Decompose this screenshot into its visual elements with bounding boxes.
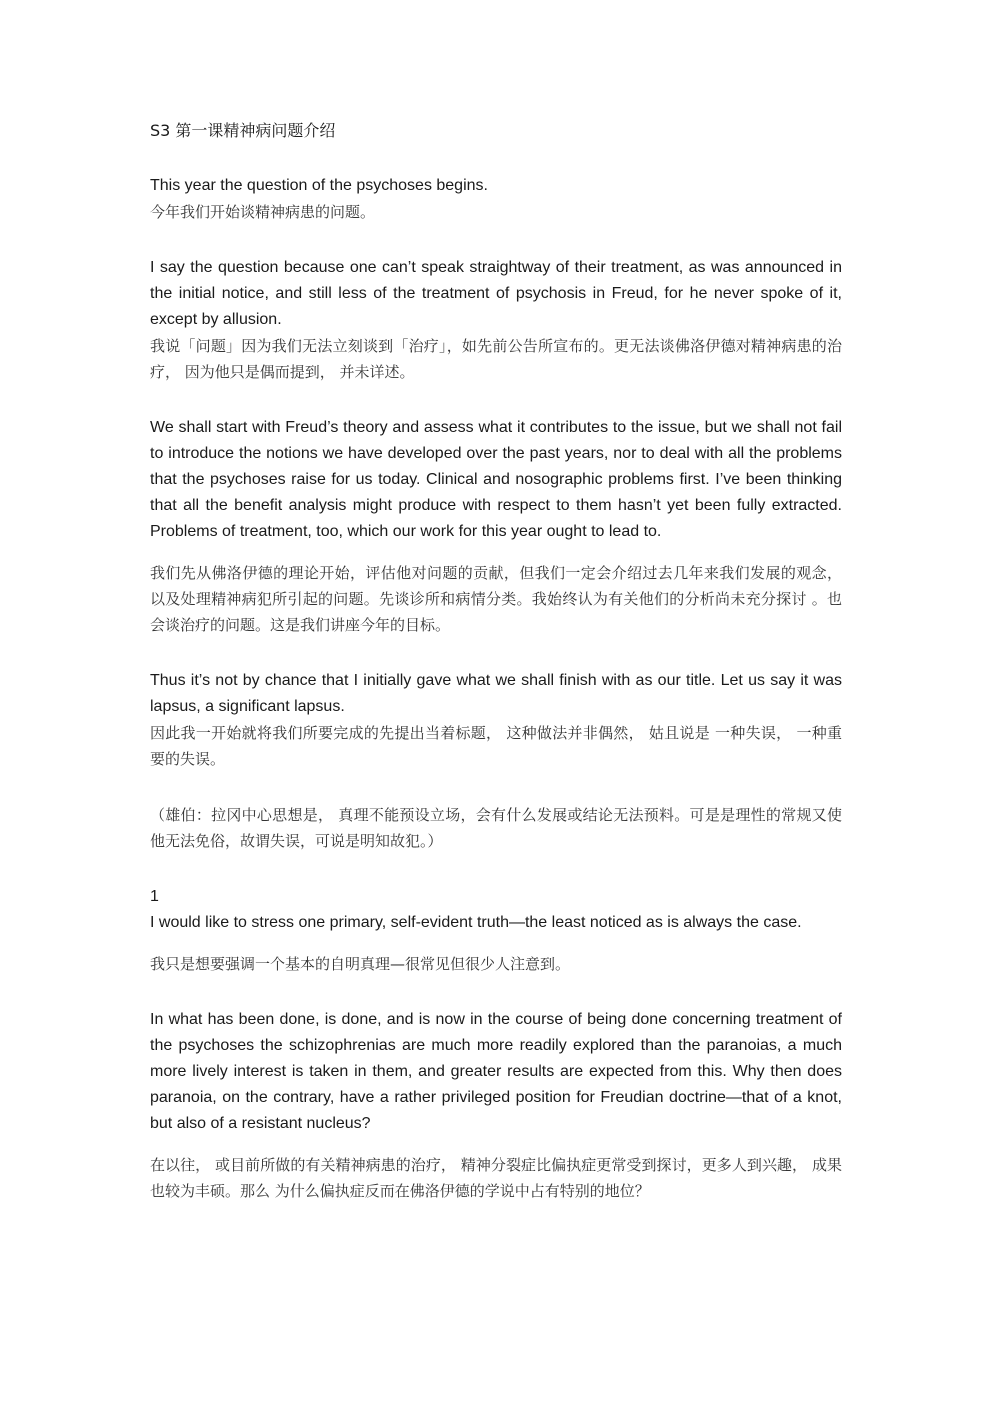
document-page <box>150 118 842 1204</box>
paragraph-6-english: I would like to stress one primary, self-evident truth—the least noticed as is always the case. <box>150 914 802 931</box>
paragraph-7-english: In what has been done, is done, and is now in the course of being done concerning treatment of the psychoses the schizophrenias are much more readily explored than the paranoias, a much more lively interest is taken in them, and greater results are expected from this. Why then does paranoia, on the contrary, have a rather privileged position for Freudian doctrine—that of a knot, but also of a resistant nucleus? <box>150 1011 842 1132</box>
paragraph-3-english: We shall start with Freud’s theory and assess what it contributes to the issue, but we shall not fail to introduce the notions we have developed over the past years, nor to deal with all the problems that the psychoses raise for us today. Clinical and nosographic problems first. I’ve been thinking that all the benefit analysis might produce with respect to them hasn’t yet been fully extracted. Problems of treatment, too, which our work for this year ought to lead to. <box>150 419 842 540</box>
paragraph-1-chinese: 今年我们开始谈精神病患的问题。 <box>150 203 376 221</box>
paragraph-2-english: I say the question because one can’t speak straightway of their treatment, as was announced in the initial notice, and still less of the treatment of psychosis in Freud, for he never spoke of it, except by allusion. <box>150 259 842 328</box>
paragraph-1-english: This year the question of the psychoses begins. <box>150 177 488 194</box>
paragraph-2-chinese: 我说「问题」因为我们无法立刻谈到「治疗」，如先前公告所宣布的。更无法谈佛洛伊德对精神病患的治疗， 因为他只是偶而提到， 并未详述。 <box>150 337 842 381</box>
paragraph-7-chinese: 在以往， 或目前所做的有关精神病患的治疗， 精神分裂症比偏执症更常受到探讨，更多人到兴趣， 成果也较为丰硕。那么 为什么偏执症反而在佛洛伊德的学说中占有特别的地位？ <box>150 1156 842 1200</box>
paragraph-6-chinese: 我只是想要强调一个基本的自明真理—很常见但很少人注意到。 <box>150 955 571 973</box>
section-number: 1 <box>150 888 159 905</box>
paragraph-4-english: Thus it’s not by chance that I initially gave what we shall finish with as our title. Let us say it was lapsus, a significant lapsus. <box>150 672 842 715</box>
commentary-note: （雄伯：拉冈中心思想是， 真理不能预设立场，会有什么发展或结论无法预料。可是是理性的常规又使他无法免俗，故谓失误，可说是明知故犯。） <box>150 806 842 850</box>
document-title: S3 第一课精神病问题介绍 <box>150 121 336 140</box>
paragraph-3-chinese: 我们先从佛洛伊德的理论开始，评估他对问题的贡献，但我们一定会介绍过去几年来我们发展的观念， 以及处理精神病犯所引起的问题。先谈诊所和病情分类。我始终认为有关他们的分析尚未充分探讨 。也会谈治疗的问题。这是我们讲座今年的目标。 <box>150 564 842 634</box>
paragraph-4-chinese: 因此我一开始就将我们所要完成的先提出当着标题， 这种做法并非偶然， 姑且说是 一种失误， 一种重要的失误。 <box>150 724 842 768</box>
